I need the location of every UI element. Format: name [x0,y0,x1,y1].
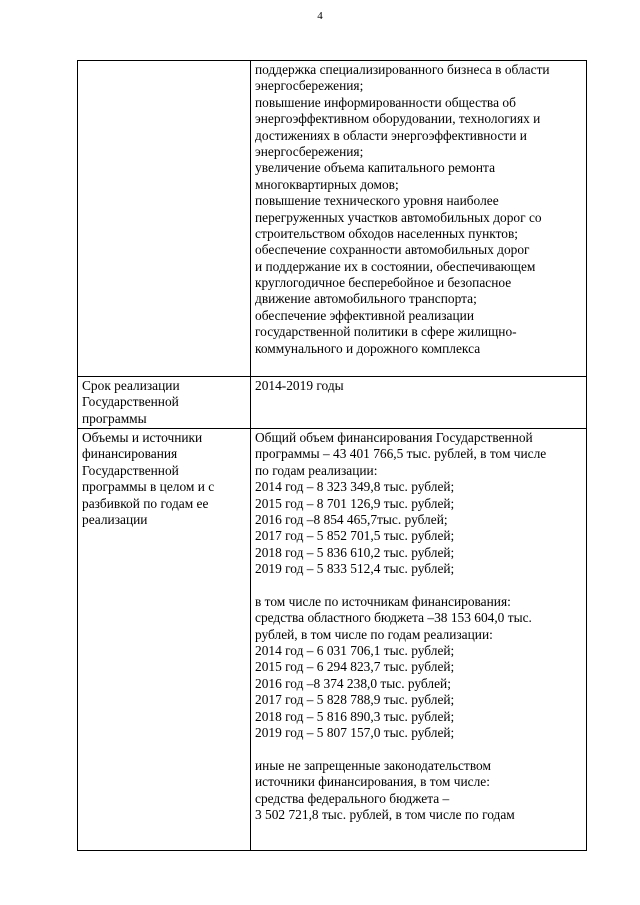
finance-total-line: программы – 43 401 766,5 тыс. рублей, в том числе [255,446,547,462]
finance-regional-line: 2014 год – 6 031 706,1 тыс. рублей; [255,643,455,659]
goals-line: энергоэффективном оборудовании, технологиях и [255,111,541,127]
finance-label-line: реализации [82,511,148,527]
finance-regional-line: в том числе по источникам финансирования: [255,593,511,609]
goals-line: обеспечение эффективной реализации [255,307,475,323]
goals-line: обеспечение сохранности автомобильных дорог [255,242,530,258]
finance-label-line: финансирования [82,446,178,462]
term-label-line: Срок реализации [82,378,180,393]
term-label-line: Государственной [82,394,179,410]
finance-other-line: средства федерального бюджета – [255,790,450,806]
goals-line: круглогодичное бесперебойное и безопасное [255,275,512,291]
table-row-goals [78,61,587,377]
finance-total-line: Общий объем финансирования Государственной [255,430,533,445]
table-row-finance [78,429,587,851]
finance-total-line: по годам реализации: [255,462,378,478]
goals-line: строительством обходов населенных пунктов; [255,225,518,241]
goals-line: движение автомобильного транспорта; [255,291,477,307]
finance-total-line: 2014 год – 8 323 349,8 тыс. рублей; [255,479,455,495]
finance-regional-line: 2016 год –8 374 238,0 тыс. рублей; [255,675,451,691]
finance-label-line: Государственной [82,462,179,478]
goals-line: государственной политики в сфере жилищно- [255,324,517,340]
goals-line: энергосбережения; [255,143,364,159]
goals-line: коммунального и дорожного комплекса [255,340,481,356]
finance-value-cell [251,429,587,851]
goals-line: энергосбережения; [255,78,364,94]
term-label-cell [78,377,251,429]
finance-label-cell [78,429,251,851]
finance-label-line: программы в целом и с [82,479,215,495]
finance-label-line: Объемы и источники [82,430,203,445]
goals-line: многоквартирных домов; [255,176,399,192]
finance-regional-line: 2017 год – 5 828 788,9 тыс. рублей; [255,692,455,708]
paragraph-spacer [255,741,582,757]
paragraph-spacer [255,578,582,594]
finance-label-line: разбивкой по годам ее [82,495,209,511]
finance-total-line: 2019 год – 5 833 512,4 тыс. рублей; [255,561,455,577]
finance-regional-line: рублей, в том числе по годам реализации: [255,626,493,642]
goals-line: перегруженных участков автомобильных дорог со [255,209,542,225]
goals-line: поддержка специализированного бизнеса в области [255,62,550,77]
table-row-term [78,377,587,429]
finance-other-line: иные не запрещенные законодательством [255,757,491,773]
goals-value-cell [251,61,587,377]
finance-total-line: 2015 год – 8 701 126,9 тыс. рублей; [255,495,455,511]
finance-other-line: 3 502 721,8 тыс. рублей, в том числе по годам [255,806,515,822]
finance-regional-line: 2019 год – 5 807 157,0 тыс. рублей; [255,725,455,741]
goals-line: увеличение объема капитального ремонта [255,160,496,176]
term-value-cell [251,377,587,429]
finance-regional-line: 2018 год – 5 816 890,3 тыс. рублей; [255,708,455,724]
goals-line: и поддержание их в состоянии, обеспечивающем [255,258,536,274]
passport-table [77,60,587,851]
goals-line: повышение технического уровня наиболее [255,193,499,209]
finance-other-line: источники финансирования, в том числе: [255,774,490,790]
finance-total-line: 2016 год –8 854 465,7тыс. рублей; [255,511,448,527]
goals-line: повышение информированности общества об [255,94,516,110]
finance-total-line: 2018 год – 5 836 610,2 тыс. рублей; [255,544,455,560]
finance-total-line: 2017 год – 5 852 701,5 тыс. рублей; [255,528,455,544]
finance-regional-line: 2015 год – 6 294 823,7 тыс. рублей; [255,659,455,675]
goals-label-cell [78,61,251,377]
goals-line: достижениях в области энергоэффективности и [255,127,527,143]
term-label-line: программы [82,410,147,426]
term-value-line: 2014-2019 годы [255,378,344,393]
finance-regional-line: средства областного бюджета –38 153 604,0 тыс. [255,610,532,626]
page-number: 4 [317,10,323,22]
